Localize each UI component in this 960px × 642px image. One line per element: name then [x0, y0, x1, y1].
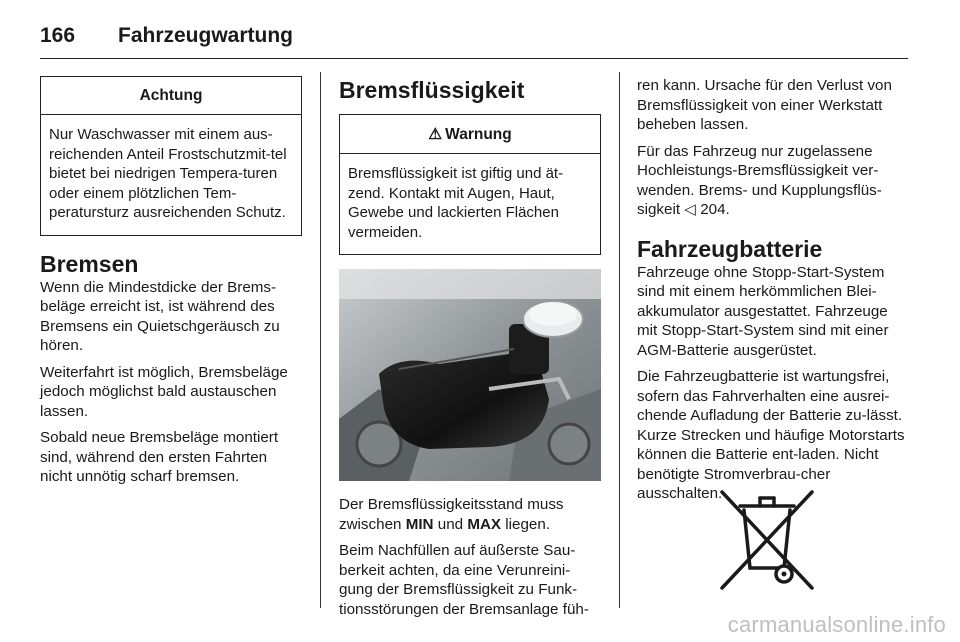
column-right — [637, 76, 905, 511]
fluid-level-text: Der Bremsflüssigkeitsstand muss zwischen — [339, 496, 564, 533]
approved-fluid-paragraph — [637, 142, 905, 220]
brake-fluid-reservoir-image — [339, 269, 601, 481]
brakes-heading: Bremsen — [40, 250, 139, 277]
warning-text: Bremsflüssigkeit ist giftig und ät-zend. Kontakt mit Augen, Haut, Gewebe und lackierten Flächen vermeiden. — [348, 165, 564, 241]
continued-paragraph: ren kann. Ursache für den Verlust von Bremsflüssigkeit von einer Werkstatt beheben lassen. — [637, 77, 892, 133]
warning-header — [340, 115, 600, 154]
brake-fluid-heading: Bremsflüssigkeit — [339, 77, 525, 103]
refill-paragraph: Beim Nachfüllen auf äußerste Sau-berkeit achten, da eine Verunreini-gung der Bremsflüssigkeit zu Funk-tionsstörungen der Bremsanlage füh- — [339, 542, 589, 618]
warning-triangle-icon: ⚠ — [428, 126, 443, 143]
approved-fluid-text: Für das Fahrzeug nur zugelassene Hochleistungs-Bremsflüssigkeit ver-wenden. Brems- und Kupplungsflüs-sigkeit — [637, 142, 882, 218]
column-middle — [339, 76, 601, 626]
fluid-level-text: und — [433, 515, 468, 533]
max-label: MAX — [467, 515, 502, 533]
warning-box — [339, 114, 601, 255]
column-left — [40, 76, 302, 494]
fluid-level-text: liegen. — [501, 515, 551, 533]
min-label: MIN — [405, 515, 434, 533]
caution-box — [40, 76, 302, 236]
page-header — [40, 10, 908, 59]
page-title: Fahrzeugwartung — [118, 24, 294, 47]
page-number: 166 — [40, 24, 76, 47]
column-divider — [619, 72, 620, 608]
battery-heading: Fahrzeugbatterie — [637, 235, 823, 262]
page-reference-link[interactable]: 204. — [695, 201, 730, 218]
column-divider — [320, 72, 321, 608]
brakes-paragraph-1: Wenn die Mindestdicke der Brems-beläge erreicht ist, ist während des Bremsens ein Quietschgeräusch zu hören. — [40, 278, 280, 354]
caution-text: Nur Waschwasser mit einem aus-reichenden Anteil Frostschutzmit-tel bietet bei niedrigen Tempera-turen oder einem plötzlichen Tem-peratursturz ausreichenden Schutz. — [49, 126, 287, 221]
watermark: carmanualsonline.info — [727, 612, 946, 637]
page-reference-arrow-icon: ◁ — [684, 201, 696, 218]
fluid-level-paragraph — [339, 495, 601, 534]
battery-paragraph-1: Fahrzeuge ohne Stopp-Start-System sind mit einem herkömmlichen Blei-akkumulator ausgestattet. Fahrzeuge mit Stopp-Start-System sind mit einer AGM-Batterie ausgerüstet. — [637, 263, 889, 359]
battery-paragraph-2: Die Fahrzeugbatterie ist wartungsfrei, sofern das Fahrverhalten eine ausrei-chende Aufladung der Batterie zu-lässt. Kurze Strecken und häufige Motorstarts können die Batterie ent-laden. Nicht benötigte Stromverbrau-cher ausschalten. — [637, 368, 905, 502]
brakes-paragraph-3: Sobald neue Bremsbeläge montiert sind, während den ersten Fahrten nicht unnötig scharf bremsen. — [40, 429, 279, 485]
caution-title: Achtung — [41, 77, 301, 115]
warning-title: Warnung — [445, 126, 512, 143]
crossed-out-bin-icon — [712, 486, 822, 596]
brakes-paragraph-2: Weiterfahrt ist möglich, Bremsbeläge jedoch möglichst bald austauschen lassen. — [40, 363, 288, 420]
